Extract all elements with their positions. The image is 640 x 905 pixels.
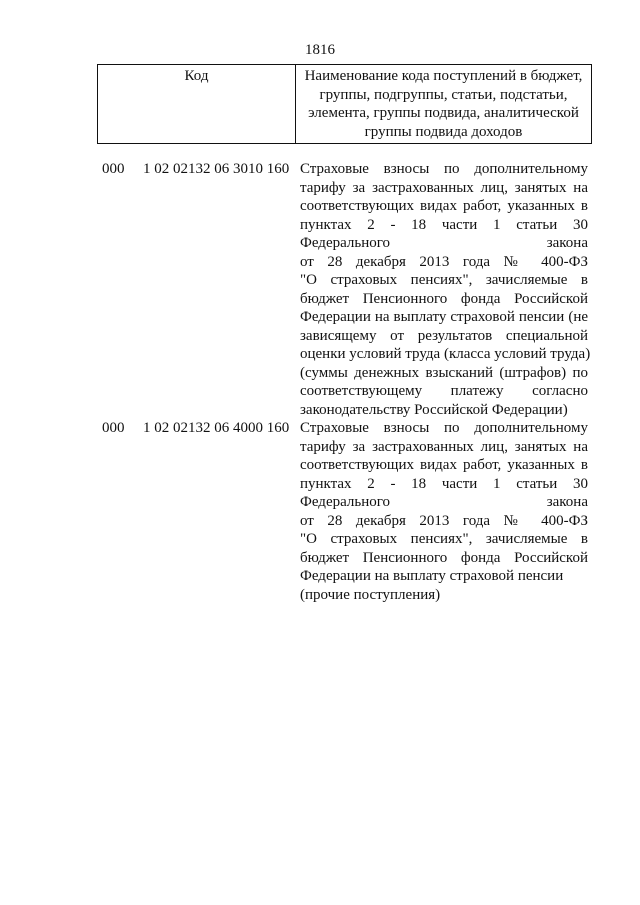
description-line: соответствующему платежу согласно xyxy=(300,383,588,399)
description-line: пунктах 2 - 18 части 1 статьи 30 xyxy=(300,216,588,233)
description-line: соответствующих видах работ, указанных в xyxy=(300,198,588,214)
description-line: Страховые взносы по дополнительному xyxy=(300,161,588,177)
page-number: 1816 xyxy=(305,42,335,58)
description-line: оценки условий труда (класса условий труда) xyxy=(300,346,591,362)
description-line: от 28 декабря 2013 года № 400-ФЗ xyxy=(300,512,588,529)
description-line: Федерального закона xyxy=(300,494,588,510)
description-line: "О страховых пенсиях", зачисляемые в xyxy=(300,272,588,288)
description-line: соответствующих видах работ, указанных в xyxy=(300,457,588,473)
income-code: 1 02 02132 06 4000 160 xyxy=(143,420,290,436)
description-line: бюджет Пенсионного фонда Российской xyxy=(300,549,588,566)
description-line: Федерального закона xyxy=(300,235,588,251)
income-description xyxy=(300,419,588,604)
admin-code: 000 xyxy=(102,161,125,177)
description-line: "О страховых пенсиях", зачисляемые в xyxy=(300,531,588,547)
description-line: пунктах 2 - 18 части 1 статьи 30 xyxy=(300,475,588,492)
header-name-line: группы подвида доходов xyxy=(364,123,523,140)
description-line: тарифу за застрахованных лиц, занятых на xyxy=(300,438,588,455)
description-line: (суммы денежных взысканий (штрафов) по xyxy=(300,364,588,381)
header-code-cell: Код xyxy=(98,65,296,143)
description-line: от 28 декабря 2013 года № 400-ФЗ xyxy=(300,253,588,270)
header-name-line: элемента, группы подвида, аналитической xyxy=(308,105,579,121)
description-line: бюджет Пенсионного фонда Российской xyxy=(300,290,588,307)
income-description xyxy=(300,160,591,419)
income-code: 1 02 02132 06 3010 160 xyxy=(143,161,290,177)
description-line: (прочие поступления) xyxy=(300,586,441,603)
header-name-line: Наименование кода поступлений в бюджет, xyxy=(304,68,583,84)
header-name-line: группы, подгруппы, статьи, подстатьи, xyxy=(319,86,568,103)
description-line: Федерации на выплату страховой пенсии xyxy=(300,568,564,584)
description-line: Страховые взносы по дополнительному xyxy=(300,420,588,436)
table-header xyxy=(97,64,592,144)
description-line: законодательству Российской Федерации) xyxy=(300,401,568,418)
description-line: тарифу за застрахованных лиц, занятых на xyxy=(300,179,588,196)
description-line: зависящему от результатов специальной xyxy=(300,327,588,344)
admin-code: 000 xyxy=(102,420,125,436)
description-line: Федерации на выплату страховой пенсии (не xyxy=(300,309,588,325)
header-name-cell xyxy=(296,65,591,143)
